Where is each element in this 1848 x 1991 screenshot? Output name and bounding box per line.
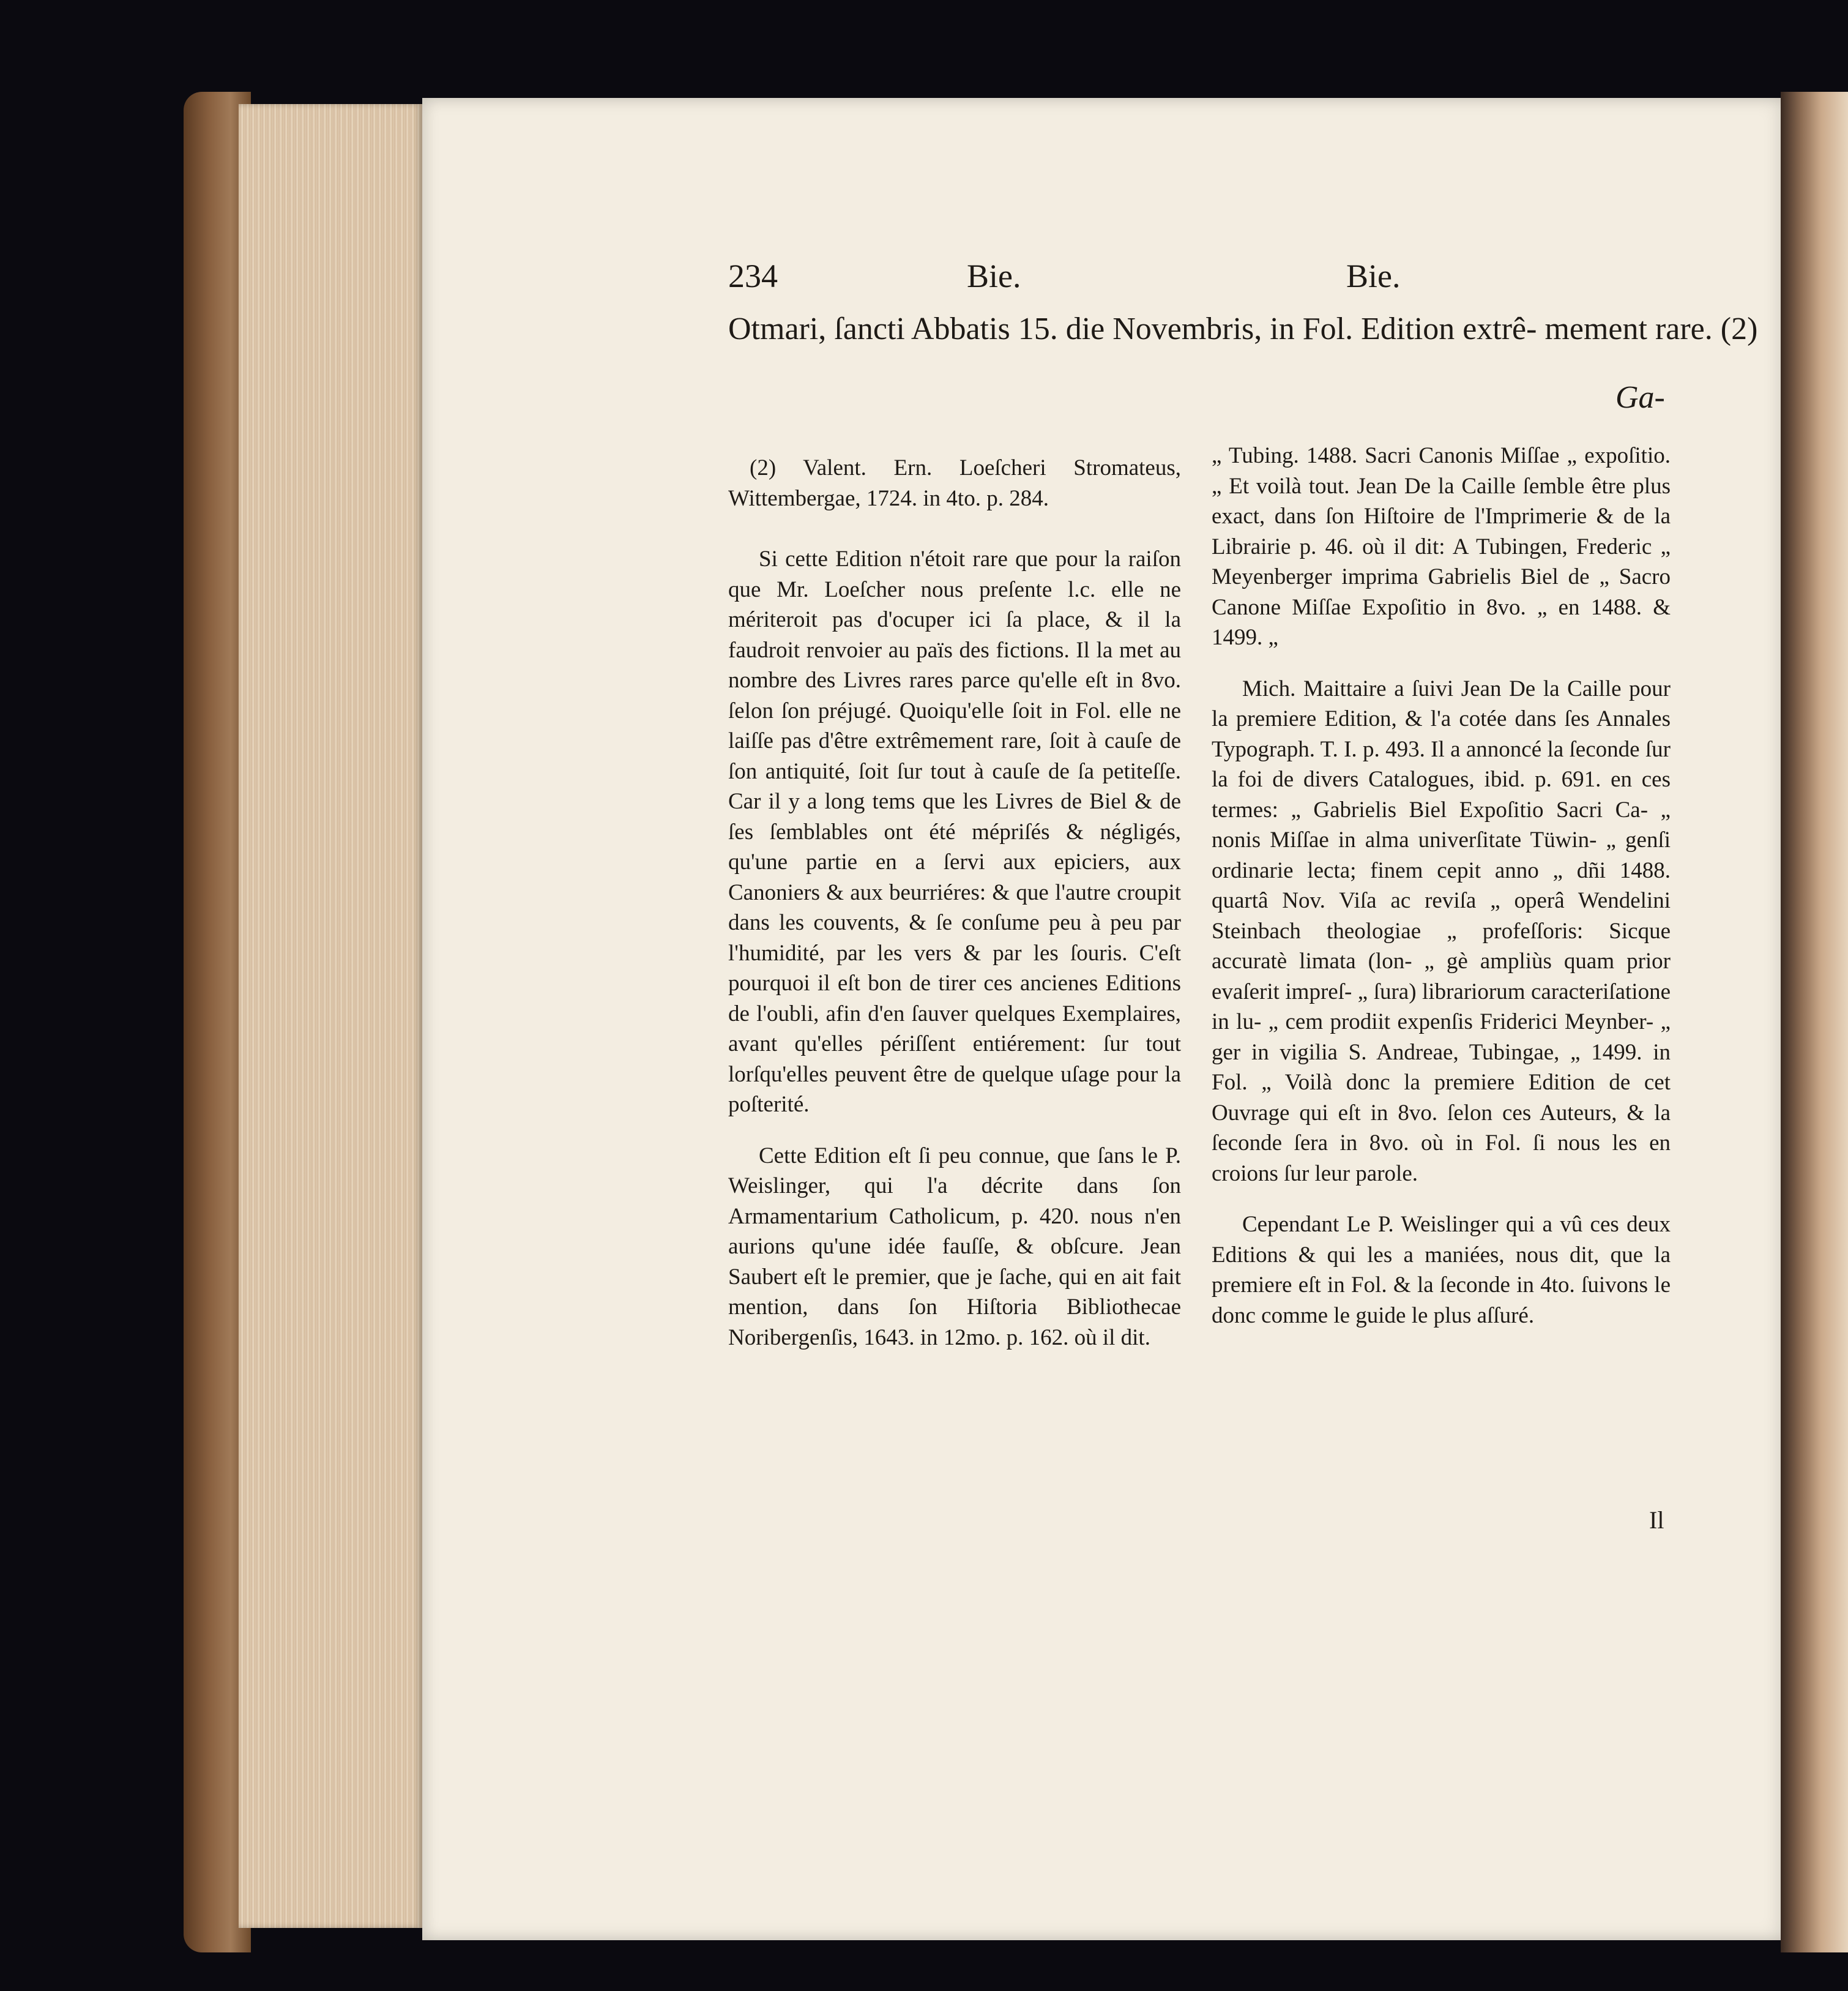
book-cover-right: [1781, 92, 1848, 1952]
catchword: Ga-: [1615, 380, 1665, 415]
paragraph: Cette Edition eſt ſi peu connue, que ſans le P. Weislinger, qui l'a décrite dans ſon Armamentarium Catholicum, p. 420. nous n'en aurions qu'une idée fauſſe, & obſcure. Jean Saubert eſt le premier, que je ſache, qui en ait fait mention, dans ſon Hiſtoria Bibliothecae Noribergenſis, 1643. in 12mo. p. 162. où il dit.: [728, 1143, 1181, 1350]
headword-right: Bie.: [1346, 258, 1401, 294]
lead-text: Otmari, ſancti Abbatis 15. die Novembris, in Fol. Edition extrê- mement rare. (2): [728, 312, 1758, 346]
page-header: [728, 257, 1830, 306]
paragraph: Mich. Maittaire a ſuivi Jean De la Caille pour la premiere Edition, & l'a cotée dans ſes Annales Typograph. T. I. p. 493. Il a annoncé la ſeconde ſur la foi de divers Catalogues, ibid. p. 691. en ces termes: „ Gabrielis Biel Expoſitio Sacri Ca- „ nonis Miſſae in alma univerſitate Tüwin- „ genſi ordinarie lecta; finem cepit anno „ dñi 1488. quartâ Nov. Viſa ac reviſa „ operâ Wendelini Steinbach theologiae „ profeſſoris: Sicque accuratè limata (lon- „ gè ampliùs quam prior evaſerit impreſ- „ ſura) librariorum caracteriſatione in lu- „ cem prodiit expenſis Friderici Meynber- „ ger in vigilia S. Andreae, Tubingae, „ 1499. in Fol. „ Voilà donc la premiere Edition de cet Ouvrage qui eſt in 8vo. ſelon ces Auteurs, & la ſeconde ſera in 8vo. où in Fol. ſi nous les en croions ſur leur parole.: [1212, 676, 1671, 1186]
footnote: (2) Valent. Ern. Loeſcheri Stromateus, Wittembergae, 1724. in 4to. p. 284.: [728, 455, 1181, 511]
page-edges: [239, 104, 422, 1928]
paragraph: „ Tubing. 1488. Sacri Canonis Miſſae „ expoſitio. „ Et voilà tout. Jean De la Caille ſemble être plus exact, dans ſon Hiſtoire de l'Imprimerie & de la Librairie p. 46. où il dit: A Tubingen, Frederic „ Meyenberger imprima Gabrielis Biel de „ Sacro Canone Miſſae Expoſitio in 8vo. „ en 1488. & 1499. „: [1212, 443, 1671, 650]
page-number: 234: [728, 258, 778, 294]
right-column: [1212, 441, 1671, 1351]
catchword-bottom: Il: [1649, 1506, 1664, 1534]
paragraph: Si cette Edition n'étoit rare que pour la raiſon que Mr. Loeſcher nous preſente l.c. elle ne mériteroit pas d'ocuper ici ſa place, & il la faudroit renvoier au païs des fictions. Il la met au nombre des Livres rares parce qu'elle eſt in 8vo. ſelon ſon préjugé. Quoiqu'elle ſoit in Fol. elle ne laiſſe pas d'être extrêmement rare, ſoit à cauſe de ſon antiquité, ſoit ſur tout à cauſe de ſa petiteſſe. Car il y a long tems que les Livres de Biel & de ſes ſemblables ont été mépriſés & négligés, qu'une partie en a ſervi aux epiciers, aux Canoniers & aux beurriéres: & que l'autre croupit dans les couvents, & ſe conſume peu à peu par l'humidité, par les vers & par les ſouris. C'eſt pourquoi il eſt bon de tirer ces ancienes Editions de l'oubli, afin d'en ſauver quelques Exemplaires, avant qu'elles périſſent entiérement: ſur tout lorſqu'elles peuvent être de quelque uſage pour la poſterité.: [728, 547, 1181, 1117]
paragraph: Cependant Le P. Weislinger qui a vû ces deux Editions & qui les a maniées, nous dit, que la premiere eſt in Fol. & la ſeconde in 4to. ſuivons le donc comme le guide le plus aſſuré.: [1212, 1212, 1671, 1328]
left-column: [728, 453, 1181, 1373]
headword-left: Bie.: [967, 258, 1021, 294]
